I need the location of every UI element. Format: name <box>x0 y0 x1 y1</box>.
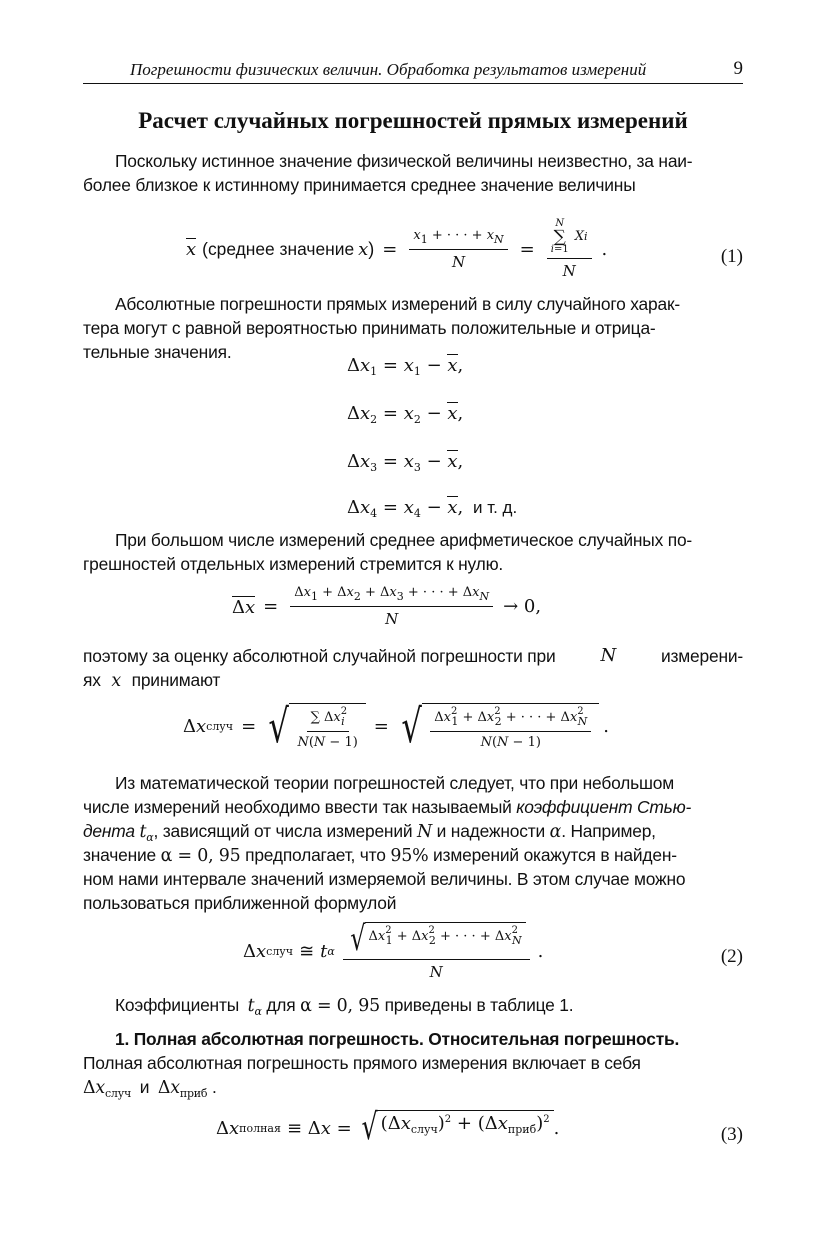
p5-text-a: числе измерений необходимо ввести так называемый <box>83 797 512 817</box>
paragraph-total-line3: $\Delta x_{случ}$ и $\Delta x_{приб}$ . <box>83 1077 217 1100</box>
equation-number-1: (1) <box>720 246 743 267</box>
p5-text-b: , зависящий от числа измерений <box>153 821 413 841</box>
paragraph-large-n-line1: При большом числе измерений среднее арифметическое случайных по- <box>115 530 693 550</box>
section-title: Расчет случайных погрешностей прямых измерений <box>138 108 688 133</box>
p5-text-denta: дента <box>83 821 135 841</box>
p4-text-c: ях <box>83 670 101 690</box>
sub-sluch-3: случ <box>104 1087 132 1100</box>
delta-x2-equation: $\Delta x_2 = x_2 - x$, <box>347 403 464 426</box>
p5-text-g: измерений окажутся в найден- <box>433 845 677 865</box>
student-coefficient-term: коэффициент Стью- <box>516 797 692 817</box>
paragraph-abs-line2: тера могут с равной вероятностью принимать положительные и отрица- <box>83 318 656 338</box>
x-bar-symbol: x <box>186 239 197 260</box>
paragraph-student-line1: Из математической теории погрешностей следует, что при небольшом <box>115 773 674 793</box>
etc-text: и т. д. <box>472 498 518 517</box>
equation-total-error: Δ x полная ≡ Δx = √ $(\Delta x_{случ})^2 + (\Delta x_{приб})^2$ . <box>216 1107 560 1148</box>
paragraph-abs-line3: тельные значения. <box>83 342 232 362</box>
paragraph-coefficients: Коэффициенты $t_\alpha$ для α = 0, 95 приведены в таблице 1. <box>115 995 574 1018</box>
p4-text-b: измерени- <box>661 646 743 666</box>
equation-mean-delta: Δx = $\frac{\Delta x_1 + \Delta x_2 + \Delta x_3 + \cdot \cdot \cdot + \Delta x_N}{N}$ → 0, <box>232 585 542 628</box>
paragraph-total-line2: Полная абсолютная погрешность прямого измерения включает в себя <box>83 1053 641 1073</box>
delta-x3-equation: $\Delta x_3 = x_3 - x$, <box>347 451 464 474</box>
paragraph-student-line6: пользоваться приближенной формулой <box>83 893 397 913</box>
paragraph-estimate-line2: ях x принимают <box>83 670 221 691</box>
paragraph-intro-line1: Поскольку истинное значение физической величины неизвестно, за наи- <box>115 151 693 171</box>
sub-sluch: случ <box>206 720 234 733</box>
page-number: 9 <box>733 58 743 79</box>
eq1-label-close: ) <box>368 238 375 259</box>
eq1-label-x: x <box>358 238 369 260</box>
equation-number-2: (2) <box>720 946 743 967</box>
running-header: Погрешности физических величин. Обработка результатов измерений <box>130 60 647 79</box>
p5-text-d: . Например, <box>561 821 656 841</box>
p6-text-b: для <box>266 995 296 1015</box>
sub-sluch-4: случ <box>410 1123 438 1136</box>
eq1-label: (среднее значение <box>202 238 355 259</box>
paragraph-abs-line1: Абсолютные погрешности прямых измерений в силу случайного харак- <box>115 294 680 314</box>
p6-text-c: приведены в таблице 1. <box>384 995 574 1015</box>
p5-text-c: и надежности <box>436 821 545 841</box>
sum-fraction: N ∑ i=1 X i N <box>547 219 592 280</box>
delta-x4-equation: $\Delta x_4 = x_4 - x$, и т. д. <box>347 497 518 520</box>
equation-number-3: (3) <box>720 1124 743 1145</box>
p4-text-a: поэтому за оценку абсолютной случайной погрешности при <box>83 646 556 666</box>
sub-prib-2: приб <box>507 1123 537 1136</box>
equation-mean: x (среднее значение x ) = $\frac{x_1 + \cdot \cdot \cdot + x_N}{N}$ = N ∑ i=1 X i N . <box>186 217 608 280</box>
delta-x1-equation: $\Delta x_1 = x_1 - x$, <box>347 355 464 378</box>
header-divider <box>83 83 743 84</box>
mean-fraction: $\frac{x_1 + \cdot \cdot \cdot + x_N}{N}$ <box>409 228 507 271</box>
equation-random-error: Δ x случ = √ $\frac{\sum \Delta x^2_i}{N(N - 1)}$ = √ $\frac{\Delta x^2_1 + \Delta x^2_2 + \cdot \cdot \cdot + \Delta x^2_N}{N(N - 1)}$ . <box>183 699 610 753</box>
paragraph-intro-line2: более близкое к истинному принимается среднее значение величины <box>83 175 636 195</box>
paragraph-student-line5: ном нами интервале значений измеряемой величины. В этом случае можно <box>83 869 686 889</box>
sub-prib: приб <box>179 1087 208 1100</box>
alpha-value: α = 0, 95 <box>160 846 241 866</box>
sub-polnaya: полная <box>239 1121 281 1135</box>
paragraph-large-n-line2: грешностей отдельных измерений стремится к нулю. <box>83 554 504 574</box>
paragraph-student-line2 <box>83 795 743 819</box>
percent-value: 95% <box>390 846 429 866</box>
p4-text-d: принимают <box>131 670 221 690</box>
paragraph-student-line4 <box>83 843 743 868</box>
paragraph-student-line3: дента $t_\alpha$, зависящий от числа измерений N и надежности α. Например, <box>83 821 656 844</box>
subsection-heading-total-error: 1. Полная абсолютная погрешность. Относительная погрешность. <box>115 1029 680 1049</box>
p5-text-e: значение <box>83 845 156 865</box>
p7-and: и <box>139 1077 150 1097</box>
paragraph-estimate-line1: поэтому за оценку абсолютной случайной погрешности при N измерени- <box>83 645 743 666</box>
sub-sluch-2: случ <box>266 945 294 958</box>
p5-text-f: предполагает, что <box>245 845 386 865</box>
equation-student-approx: Δ x случ ≅ t α √ $\Delta x^2_1 + \Delta x^2_2$ + · · · + $\Delta x^2_N$ N . <box>243 919 544 981</box>
p6-text-a: Коэффициенты <box>115 995 240 1015</box>
alpha-value-2: α = 0, 95 <box>300 996 380 1016</box>
